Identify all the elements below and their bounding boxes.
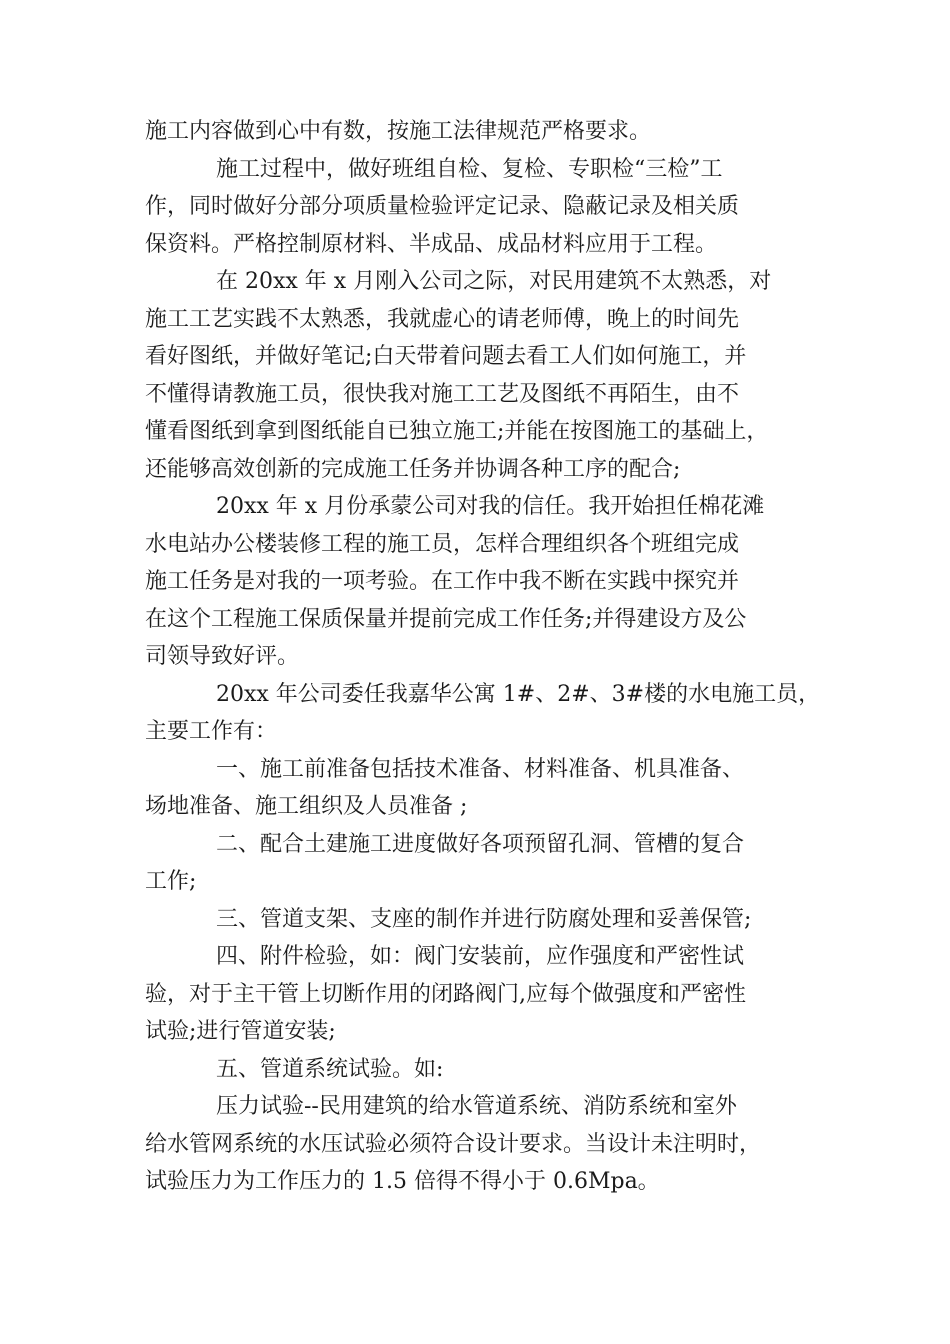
paragraph-line: 还能够高效创新的完成施工任务并协调各种工序的配合; [145,456,681,482]
paragraph-line: 水电站办公楼装修工程的施工员，怎样合理组织各个班组完成 [145,531,740,557]
paragraph-line: 看好图纸，并做好笔记;白天带着问题去看工人们如何施工，并 [145,344,747,369]
paragraph [145,1088,810,1201]
paragraph-line: 在 20xx 年 x 月刚入公司之际，对民用建筑不太熟悉，对 [216,269,772,294]
paragraph [145,676,821,751]
paragraph [145,263,810,488]
paragraph [145,901,810,939]
paragraph [145,488,810,676]
paragraph [145,151,810,264]
paragraph-line: 在这个工程施工保质保量并提前完成工作任务;并得建设方及公 [145,606,747,632]
paragraph-line: 试验压力为工作压力的 1.5 倍得不得小于 0.6Mpa。 [145,1169,660,1194]
paragraph-line: 一、施工前准备包括技术准备、材料准备、机具准备、 [216,756,745,782]
paragraph-line: 二、配合土建施工进度做好各项预留孔洞、管槽的复合 [216,831,745,857]
paragraph-line: 20xx 年公司委任我嘉华公寓 1#、2#、3#楼的水电施工员， [216,681,821,707]
paragraph-line: 作，同时做好分部分项质量检验评定记录、隐蔽记录及相关质 [145,194,740,219]
paragraph-line: 保资料。严格控制原材料、半成品、成品材料应用于工程。 [145,231,718,257]
document-body [145,113,821,1201]
paragraph-line: 三、管道支架、支座的制作并进行防腐处理和妥善保管; [216,906,752,932]
paragraph [145,751,810,826]
paragraph-line: 五、管道系统试验。如: [216,1056,444,1082]
paragraph-line: 施工工艺实践不太熟悉，我就虚心的请老师傅，晚上的时间先 [145,306,740,332]
paragraph-line: 压力试验--民用建筑的给水管道系统、消防系统和室外 [216,1094,737,1119]
paragraph-line: 20xx 年 x 月份承蒙公司对我的信任。我开始担任棉花滩 [216,494,765,519]
paragraph-line: 场地准备、施工组织及人员准备 ; [145,794,468,819]
paragraph-line: 试验;进行管道安装; [145,1019,336,1044]
paragraph-line: 施工内容做到心中有数，按施工法律规范严格要求。 [145,119,652,144]
paragraph-line: 四、附件检验，如：阀门安装前，应作强度和严密性试 [216,944,745,969]
paragraph-line: 验，对于主干管上切断作用的闭路阀门,应每个做强度和严密性 [145,981,746,1007]
paragraph-line: 司领导致好评。 [145,644,300,669]
paragraph-line: 懂看图纸到拿到图纸能自已独立施工;并能在按图施工的基础上， [145,419,769,444]
paragraph-line: 工作; [145,869,197,894]
paragraph-line: 施工任务是对我的一项考验。在工作中我不断在实践中探究并 [145,569,740,594]
paragraph [145,1051,810,1089]
paragraph-line: 施工过程中，做好班组自检、复检、专职检“三检”工 [216,156,723,182]
paragraph [145,826,810,901]
paragraph [145,113,810,151]
paragraph [145,938,810,1051]
paragraph-line: 主要工作有： [145,719,278,744]
paragraph-line: 给水管网系统的水压试验必须符合设计要求。当设计未注明时， [145,1131,762,1157]
paragraph-line: 不懂得请教施工员，很快我对施工工艺及图纸不再陌生，由不 [145,381,740,407]
